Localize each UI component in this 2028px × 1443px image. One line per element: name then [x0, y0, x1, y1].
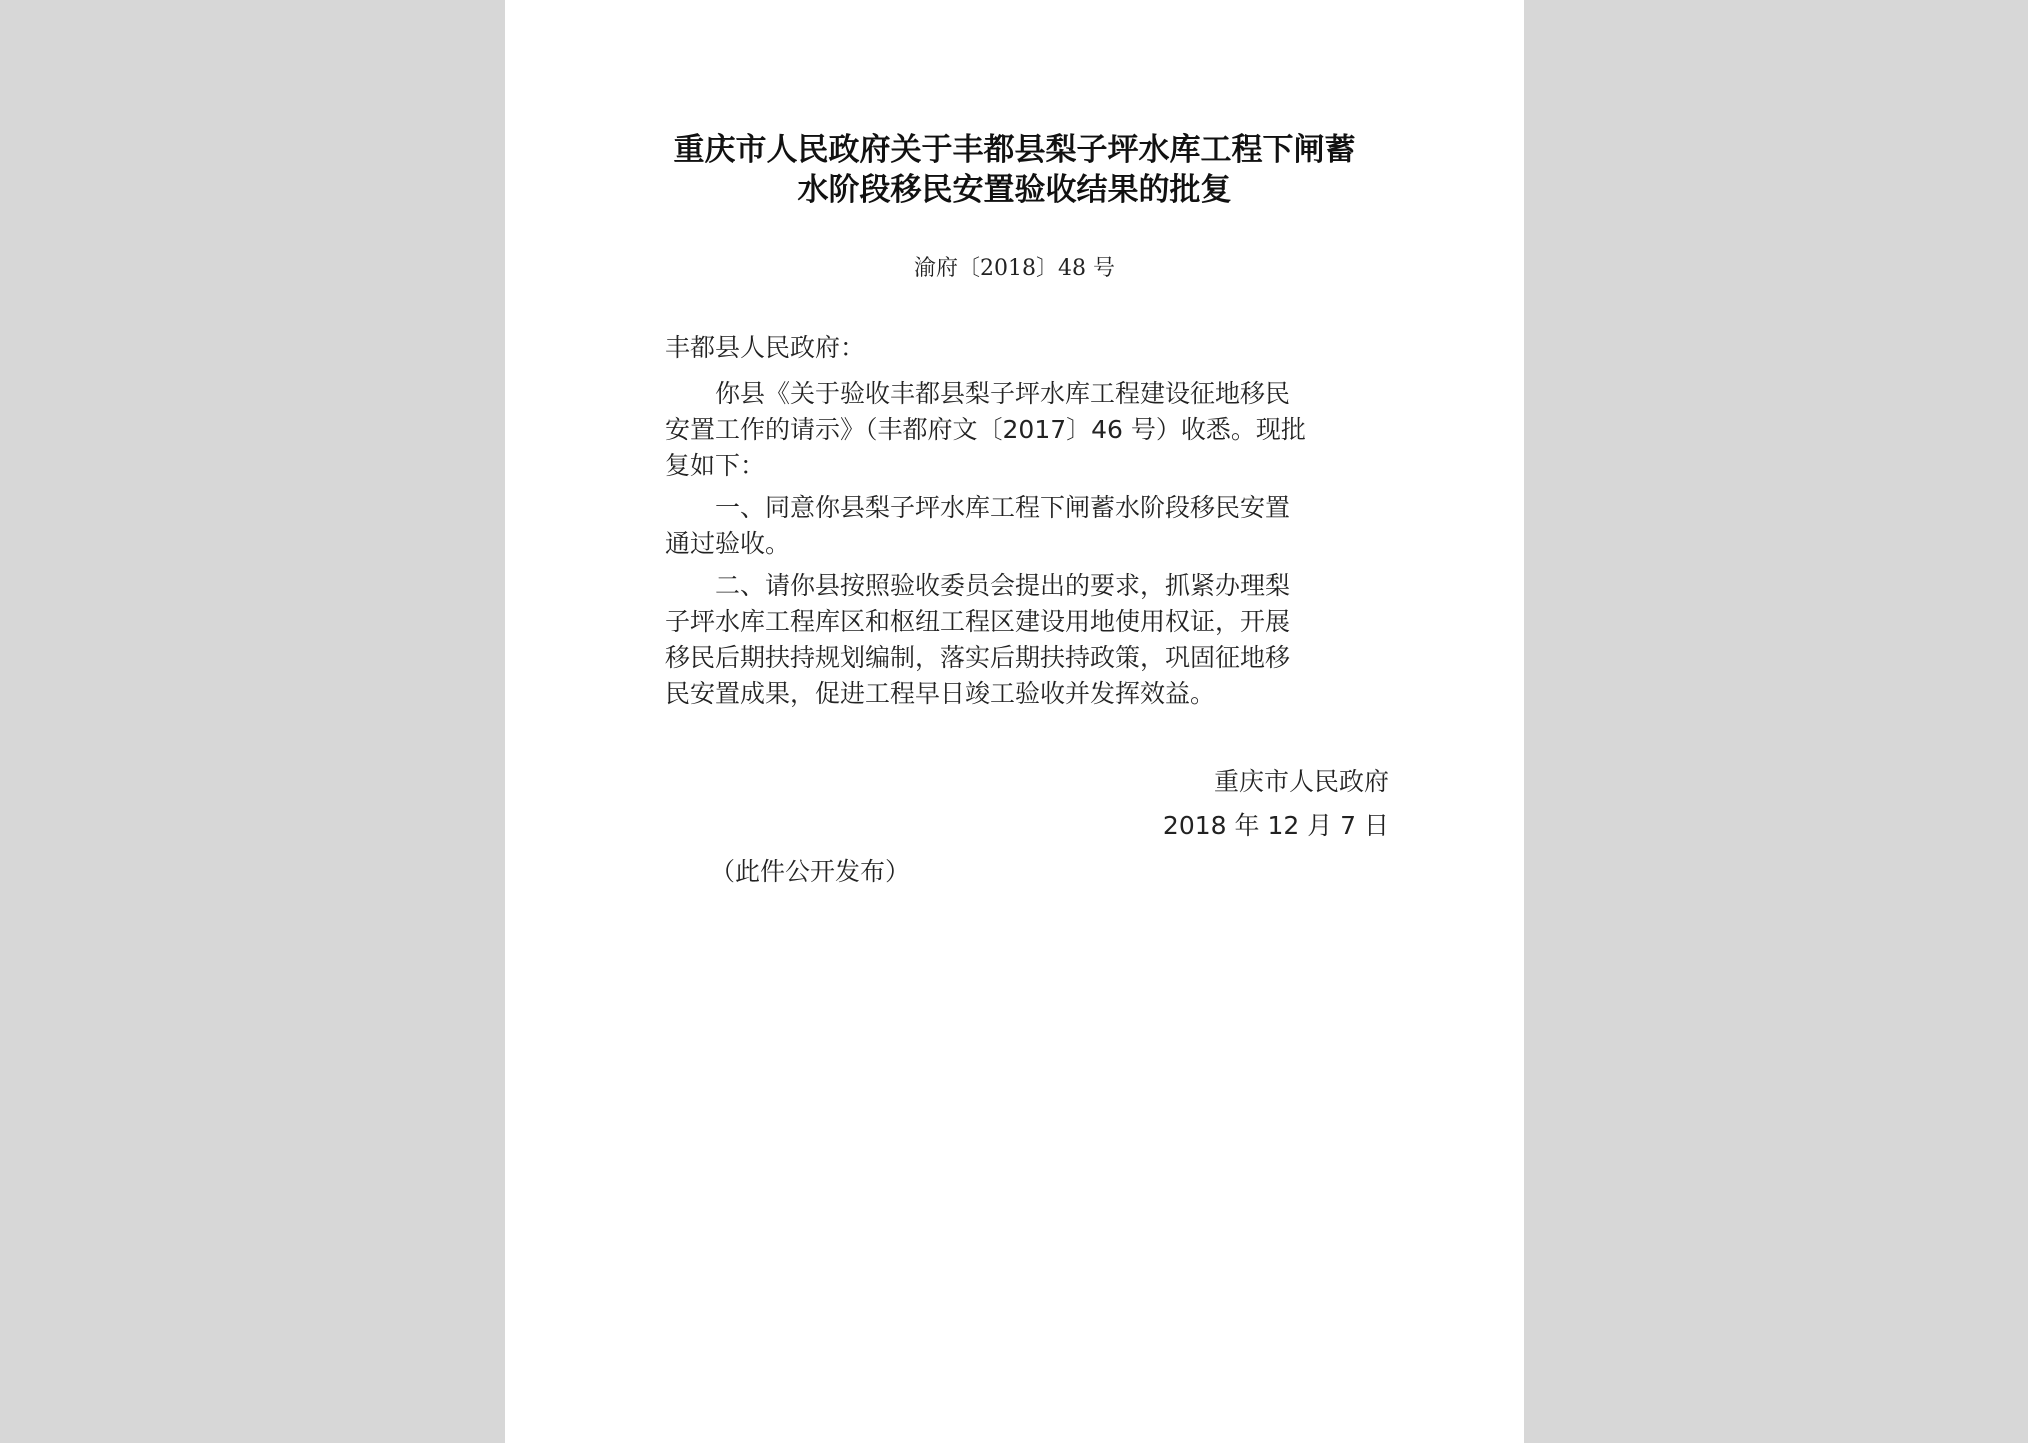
document-number: 渝府〔2018〕48 号	[914, 256, 1115, 281]
signature-organization: 重庆市人民政府	[1213, 767, 1389, 796]
paragraph-line: 移民后期扶持规划编制，落实后期扶持政策，巩固征地移	[665, 643, 1291, 672]
paragraph-2	[665, 490, 1385, 562]
publish-note: （此件公开发布）	[710, 857, 911, 886]
paragraph-3	[665, 568, 1385, 712]
document-page	[505, 0, 1524, 1443]
salutation: 丰都县人民政府：	[665, 333, 866, 362]
paragraph-line: 你县《关于验收丰都县梨子坪水库工程建设征地移民	[715, 379, 1291, 408]
document-title	[505, 130, 1524, 210]
title-line-1: 重庆市人民政府关于丰都县梨子坪水库工程下闸蓄	[673, 132, 1356, 168]
paragraph-line: 复如下：	[665, 451, 766, 480]
paragraph-line: 二、请你县按照验收委员会提出的要求，抓紧办理梨	[715, 571, 1291, 600]
paragraph-1	[665, 376, 1385, 484]
paragraph-line: 民安置成果，促进工程早日竣工验收并发挥效益。	[665, 679, 1216, 708]
title-line-2: 水阶段移民安置验收结果的批复	[797, 172, 1232, 208]
paragraph-line: 一、同意你县梨子坪水库工程下闸蓄水阶段移民安置	[715, 493, 1291, 522]
paragraph-line: 安置工作的请示》（丰都府文〔2017〕46 号）收悉。现批	[665, 415, 1306, 444]
paragraph-line: 通过验收。	[665, 529, 791, 558]
signature-date: 2018 年 12 月 7 日	[1162, 811, 1389, 840]
paragraph-line: 子坪水库工程库区和枢纽工程区建设用地使用权证，开展	[665, 607, 1291, 636]
